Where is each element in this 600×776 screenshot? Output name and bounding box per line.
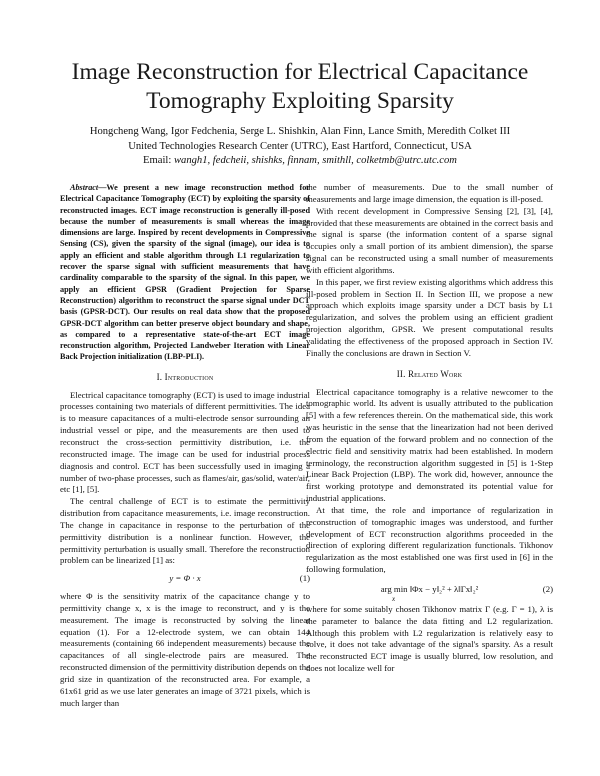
affiliation: United Technologies Research Center (UTRC), East Hartford, Connecticut, USA	[128, 140, 472, 152]
abstract-text: —We present a new image reconstruction method for Electrical Capacitance Tomography (ECT) by exploiting the sparsity of reconstructed images. ECT image reconstruction is generally ill-posed because the number of measurements is small whereas the image dimensions are large. Inspired by recent developments in Compressive Sensing (CS), given the sparsity of the signal (image), our idea is to apply an efficient and stable algorithm through L1 regularization to recover the sparse signal with sufficient measurements that have cardinality comparable to the sparsity of the signal. In this paper, we apply an efficient GPSR (Gradient Projection for Sparse Reconstruction) algorithm to reconstruct the sparse signal under DCT basis (GPSR-DCT). Our results on real data show that the proposed GPSR-DCT algorithm can better preserve object boundary and shape, as compared to a representative state-of-the-art ECT image reconstruction algorithm, Projected Landweber Iteration with Linear Back Projection initialization (LBP-PLI).	[60, 183, 310, 362]
related-paragraph-3: where for some suitably chosen Tikhonov matrix Γ (e.g. Γ = 1), λ is the parameter to balance the data fitting and L2 regularization. Although this problem with L2 regularization is relatively easy to solve, it does not take advantage of the signal's sparsity. As a result the reconstructed ECT image is usually blurred, low resolution, and does not localize well for	[306, 603, 553, 674]
intro-paragraph-2: The central challenge of ECT is to estimate the permittivity distribution from capacitance measurements, i.e. image reconstruction. The change in capacitance in response to the perturbation of the permittivity distribution is a nonlinear function. However, the permittivity perturbation is usually small. Therefore the reconstruction problem can be linearized [1] as:	[60, 496, 310, 566]
equation-2-subscript: x	[392, 595, 396, 603]
intro-paragraph-4: the number of measurements. Due to the small number of measurements and large image dimension, the equation is ill-posed.	[306, 182, 553, 204]
equation-1-number: (1)	[299, 573, 310, 584]
related-paragraph-2: At that time, the role and importance of regularization in reconstruction of tomographic images was understood, and further development of ECT reconstruction algorithms proceeded in the direction of exploring different regularization functionals. Tikhonov regularization as the most established one was first used in [6] in the following formulation,	[306, 504, 553, 575]
equation-2-number: (2)	[542, 584, 553, 594]
title-line-1: Image Reconstruction for Electrical Capacitance	[71, 59, 529, 85]
title-line-2: Tomography Exploiting Sparsity	[146, 88, 454, 114]
abstract-label: Abstract	[70, 183, 99, 192]
author-list: Hongcheng Wang, Igor Fedchenia, Serge L. Shishkin, Alan Finn, Lance Smith, Meredith Colket III	[89, 126, 511, 137]
section-heading-introduction: I. Introduction	[156, 371, 214, 382]
intro-paragraph-5: With recent development in Compressive Sensing [2], [3], [4], provided that these measurements are obtained in the correct basis and the signal is sparse (the information content of a sparse signal occupies only a small portion of its ambient dimension), the sparse signal can be reconstructed using a small number of measurements with efficient algorithms.	[306, 205, 553, 275]
intro-paragraph-3: where Φ is the sensitivity matrix of the capacitance change y to permittivity change x, x is the image to reconstruct, and y is the measurement. The image is reconstructed by solving the linear equation (1). For a 12-electrode system, we can obtain 144 measurements (containing 66 independent measurements) because the capacitances of all single-electrode pairs are measured. The reconstructed dimension of the permittivity distribution depends on the grid size in quantization of the reconstructed area. For example, a 61x61 grid as we use later generates an image of 3721 pixels, which is much larger than	[60, 591, 310, 708]
author-block	[20, 125, 580, 169]
paper-title	[20, 58, 580, 116]
email-label: Email:	[143, 155, 172, 167]
right-column	[306, 182, 553, 675]
equation-2-body: arg min ‖Φx − y‖₂² + λ‖Γx‖₂²	[380, 584, 479, 594]
section-heading-related-work: II. Related Work	[396, 368, 463, 379]
left-column	[60, 182, 310, 710]
abstract	[60, 182, 310, 363]
intro-paragraph-6: In this paper, we first review existing algorithms which address this ill-posed problem in Section II. In Section III, we propose a new approach which exploits image sparsity under a DCT basis by L1 regularization, and solves the problem using an efficient gradient projection algorithm, GPSR. We present computational results validating the effectiveness of the proposed approach in Section IV. Finally the conclusions are drawn in Section V.	[306, 276, 553, 358]
email-addresses: wangh1, fedcheii, shishks, finnam, smithll, colketmb@utrc.utc.com	[173, 155, 457, 167]
equation-2	[306, 584, 553, 603]
equation-1-body: y = Φ · x	[169, 573, 201, 584]
equation-1	[60, 573, 310, 585]
intro-paragraph-1: Electrical capacitance tomography (ECT) is used to image industrial processes containing two materials of different permittivities. The idea is to measure capacitances of a multi-electrode sensor surrounding an industrial vessel or pipe, and the measurements are then used to reconstruct the cross-section permittivity distribution, i.e. the reconstructed image. The image can be used for industrial process diagnosis and control. ECT has been successfully used in imaging a number of two-phase processes, such as flames/air, gas/solid, water/air, etc [1], [5].	[60, 389, 310, 495]
related-paragraph-1: Electrical capacitance tomography is a relative newcomer to the tomographic world. Its advent is usually attributed to the publication [5] with a few references therein. On the mathematical side, this work was heuristic in the sense that the linearization had not been derived from the equation of the forward problem and no connection of the electric field and sensitivity matrix had been established. In modern terminology, the reconstruction algorithm suggested in [5] is 1-Step Linear Back Projection (LBP). The work did, however, announce the first working prototype and demonstrated its potential value for industrial applications.	[306, 386, 553, 504]
email-line	[20, 154, 580, 169]
